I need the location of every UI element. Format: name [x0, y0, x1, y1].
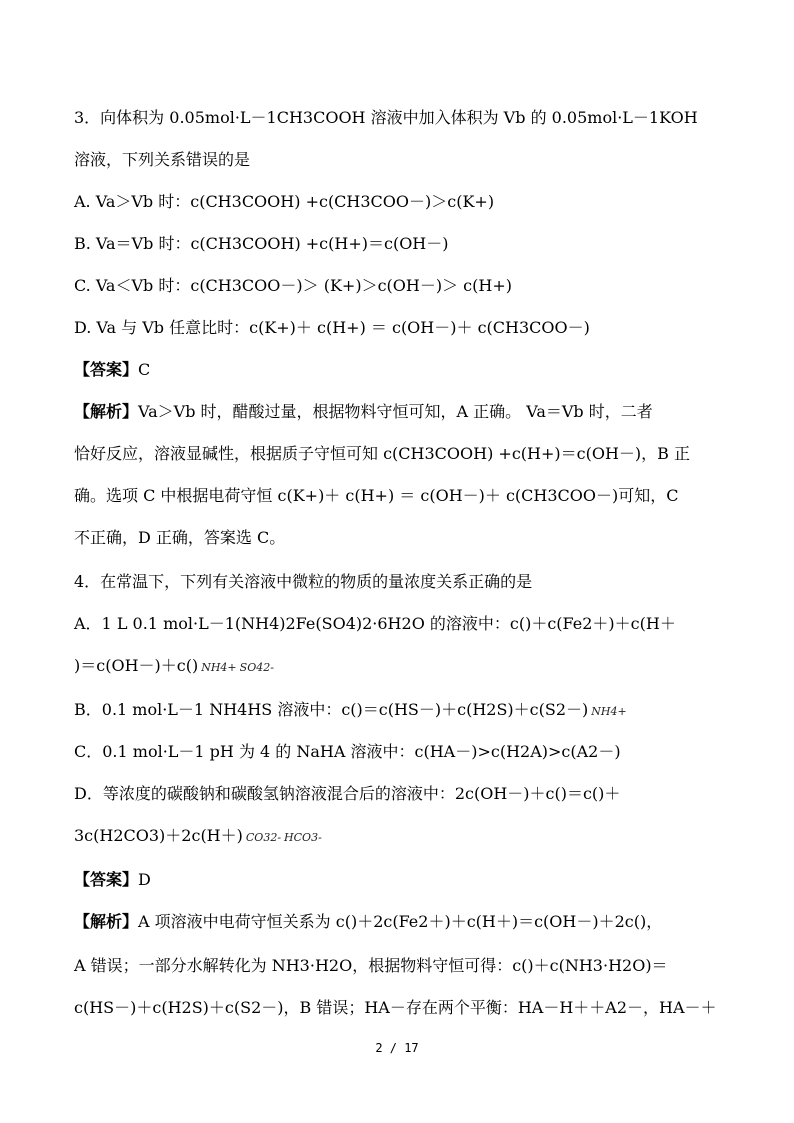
q3-option-a: A. Va＞Vb 时：c(CH3COOH) +c(CH3COO－)＞c(K+) [74, 192, 495, 211]
q4-option-a-line1: A．1 L 0.1 mol·L－1(NH4)2Fe(SO4)2·6H2O 的溶液中：c()＋c(Fe2＋)＋c(H＋ [74, 614, 676, 633]
q4-answer [74, 870, 734, 890]
q4-option-b [74, 700, 734, 722]
ion-formula-sulfate: SO42- [239, 661, 274, 674]
page-number: 2 / 17 [375, 1041, 419, 1055]
q4-analysis-line3: c(HS－)＋c(H2S)＋c(S2－)，B 错误；HA－存在两个平衡：HA－H＋＋A2－，HA－＋ [74, 998, 717, 1017]
q3-analysis-line1 [74, 402, 734, 422]
analysis-text: A 项溶液中电荷守恒关系为 c()＋2c(Fe2＋)＋c(H＋)＝c(OH－)＋2c()， [138, 912, 663, 931]
option-text: B．0.1 mol·L－1 NH4HS 溶液中：c()＝c(HS－)＋c(H2S)＋c(S2－) [74, 700, 589, 719]
q3-analysis-line3: 确。选项 C 中根据电荷守恒 c(K+)＋ c(H+) ＝ c(OH－)＋ c(CH3COO－)可知，C [74, 486, 679, 505]
ion-formula-bicarbonate: HCO3- [284, 831, 322, 844]
answer-value: C [138, 360, 151, 379]
ion-formula-ammonium: NH4+ [591, 705, 627, 718]
q4-option-d-line2 [74, 826, 734, 848]
analysis-text: Va＞Vb 时，醋酸过量，根据物料守恒可知，A 正确。 Va＝Vb 时，二者 [138, 402, 653, 421]
q3-option-c: C. Va＜Vb 时：c(CH3COO－)＞ (K+)＞c(OH－)＞ c(H+) [74, 276, 512, 295]
analysis-label: 【解析】 [74, 912, 139, 931]
q4-option-d-line1: D．等浓度的碳酸钠和碳酸氢钠溶液混合后的溶液中：2c(OH－)＋c()＝c()＋ [74, 784, 621, 803]
answer-label: 【答案】 [74, 870, 139, 889]
answer-value: D [138, 870, 151, 889]
q3-analysis-line4: 不正确，D 正确，答案选 C。 [74, 528, 286, 547]
ion-formula-ammonium: NH4+ [201, 661, 237, 674]
q4-analysis-line1 [74, 912, 734, 932]
q4-option-a-line2 [74, 656, 734, 678]
analysis-label: 【解析】 [74, 402, 139, 421]
q3-option-b: B. Va＝Vb 时：c(CH3COOH) +c(H+)＝c(OH－) [74, 234, 449, 253]
option-text: )＝c(OH－)＋c() [74, 656, 199, 675]
q4-stem: 4．在常温下，下列有关溶液中微粒的物质的量浓度关系正确的是 [74, 572, 533, 591]
q3-option-d: D. Va 与 Vb 任意比时：c(K+)＋ c(H+) ＝ c(OH－)＋ c(CH3COO－) [74, 318, 590, 337]
q3-analysis-line2: 恰好反应，溶液显碱性，根据质子守恒可知 c(CH3COOH) +c(H+)＝c(OH－)，B 正 [74, 444, 690, 463]
answer-label: 【答案】 [74, 360, 139, 379]
ion-formula-carbonate: CO32- [245, 831, 282, 844]
q3-answer [74, 360, 734, 380]
q3-stem-line1: 3．向体积为 0.05mol·L－1CH3COOH 溶液中加入体积为 Vb 的 0.05mol·L－1KOH [74, 108, 698, 127]
q4-option-c: C．0.1 mol·L－1 pH 为 4 的 NaHA 溶液中：c(HA－)>c(H2A)>c(A2－) [74, 742, 621, 761]
option-text: 3c(H2CO3)＋2c(H＋) [74, 826, 243, 845]
q4-analysis-line2: A 错误；一部分水解转化为 NH3·H2O，根据物料守恒可得：c()＋c(NH3·H2O)＝ [74, 956, 668, 975]
q3-stem-line2: 溶液，下列关系错误的是 [74, 150, 251, 169]
